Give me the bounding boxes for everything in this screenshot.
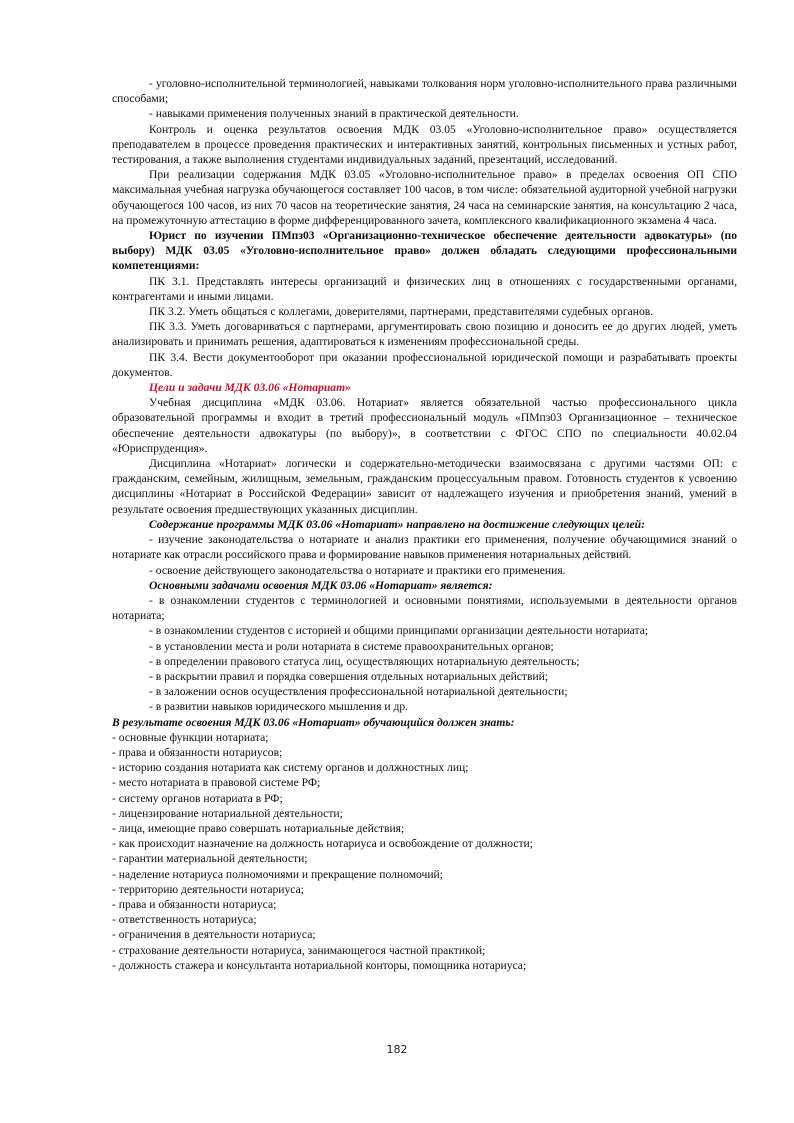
paragraph: В результате освоения МДК 03.06 «Нотариат» обучающийся должен знать: [112, 715, 515, 729]
paragraph: ПК 3.4. Вести документооборот при оказании профессиональной юридической помощи и разрабатывать проекты документов. [112, 350, 737, 379]
paragraph: ПК 3.2. Уметь общаться с коллегами, доверителями, партнерами, представителями судебных органов. [149, 305, 654, 319]
paragraph: - освоение действующего законодательства о нотариате и практики его применения. [149, 563, 566, 577]
paragraph: - права и обязанности нотариуса; [112, 897, 277, 911]
paragraph: Учебная дисциплина «МДК 03.06. Нотариат» является обязательной частью профессионального цикла образовательной программы и входит в третий профессиональный модуль «ПМпз03 Организационное – техническое обеспечение деятельности адвокатуры (по выбору)», в соответствии с ФГОС СПО по специальности 40.02.04 «Юриспруденция». [112, 396, 737, 455]
paragraph: - в ознакомлении студентов с историей и общими принципами организации деятельности нотариата; [149, 624, 649, 638]
paragraph: - территорию деятельности нотариуса; [112, 882, 304, 896]
paragraph: - в заложении основ осуществления профессиональной нотариальной деятельности; [149, 685, 568, 699]
paragraph: - навыками применения полученных знаний в практической деятельности. [149, 107, 519, 121]
paragraph: - уголовно-исполнительной терминологией, навыками толкования норм уголовно-исполнительного права различными способами; [112, 77, 737, 106]
paragraph: - в ознакомлении студентов с терминологией и основными понятиями, используемыми в деятельности органов нотариата; [112, 593, 737, 623]
paragraph: - права и обязанности нотариусов; [112, 745, 283, 759]
paragraph: При реализации содержания МДК 03.05 «Уголовно-исполнительное право» в пределах освоения ОП СПО максимальная учебная нагрузка обучающегося составляет 100 часов, в том числе: обязательной аудиторной учебной нагрузки обучающегося 100 часов, из них 70 часов на теоретические занятия, 24 часа на семинарские занятия, на консультацию 2 часа, на промежуточную аттестацию в форме дифференцированного зачета, комплексного квалификационного экзамена 4 часа. [112, 168, 737, 227]
paragraph: Контроль и оценка результатов освоения МДК 03.05 «Уголовно-исполнительное право» осуществляется преподавателем в процессе проведения практических и интерактивных занятий, контрольных письменных и устных работ, тестирования, а также выполнения студентами индивидуальных заданий, презентаций, исследований. [112, 122, 737, 167]
paragraph: - ответственность нотариуса; [112, 913, 257, 927]
paragraph: Основными задачами освоения МДК 03.06 «Нотариат» является: [149, 578, 493, 592]
paragraph: - ограничения в деятельности нотариуса; [112, 928, 316, 942]
paragraph: - должность стажера и консультанта нотариальной конторы, помощника нотариуса; [112, 958, 527, 972]
paragraph: - историю создания нотариата как систему органов и должностных лиц; [112, 761, 469, 775]
paragraph: - систему органов нотариата в РФ; [112, 791, 283, 805]
paragraph: ПК 3.3. Уметь договариваться с партнерами, аргументировать свою позицию и доносить ее до других людей, уметь анализировать и принимать решения, адаптироваться к изменениям профессиональной среды. [112, 320, 737, 349]
paragraph: - лица, имеющие право совершать нотариальные действия; [112, 821, 405, 835]
paragraph: - гарантии материальной деятельности; [112, 852, 308, 866]
paragraph: - лицензирование нотариальной деятельности; [112, 806, 343, 820]
paragraph: Дисциплина «Нотариат» логически и содержательно-методически взаимосвязана с другими частями ОП: с гражданским, семейным, жилищным, земельным, гражданским процессуальным правом. Готовность студентов к усвоению дисциплины «Нотариат в Российской Федерации» зависит от надлежащего изучения и приобретения знаний, умений в результате освоения предшествующих указанных дисциплин. [112, 457, 737, 516]
paragraph: - в определении правового статуса лиц, осуществляющих нотариальную деятельность; [149, 654, 580, 668]
paragraph: - страхование деятельности нотариуса, занимающегося частной практикой; [112, 943, 486, 957]
paragraph: - в раскрытии правил и порядка совершения отдельных нотариальных действий; [149, 669, 549, 683]
document-body [112, 76, 737, 973]
paragraph: - в развитии навыков юридического мышления и др. [149, 700, 409, 714]
paragraph: - в установлении места и роли нотариата в системе правоохранительных органов; [149, 639, 554, 653]
paragraph: Содержание программы МДК 03.06 «Нотариат» направлено на достижение следующих целей: [149, 517, 645, 531]
paragraph: Юрист по изучении ПМпз03 «Организационно-техническое обеспечение деятельности адвокатуры» (по выбору) МДК 03.05 «Уголовно-исполнительное право» должен обладать следующими профессиональными компетенциями: [112, 229, 737, 273]
paragraph: ПК 3.1. Представлять интересы организаций и физических лиц в отношениях с государственными органами, контрагентами и иными лицами. [112, 274, 737, 303]
page-number: 182 [386, 1043, 408, 1056]
paragraph: - место нотариата в правовой системе РФ; [112, 776, 321, 790]
paragraph: - как происходит назначение на должность нотариуса и освобождение от должности; [112, 837, 533, 851]
paragraph: - наделение нотариуса полномочиями и прекращение полномочий; [112, 867, 443, 881]
paragraph: - основные функции нотариата; [112, 730, 269, 744]
paragraph: - изучение законодательства о нотариате и анализ практики его применения, получение обучающимися знаний о нотариате как отрасли российского права и формирование навыков применения нотариальных действий. [112, 533, 737, 562]
paragraph: Цели и задачи МДК 03.06 «Нотариат» [149, 381, 351, 395]
